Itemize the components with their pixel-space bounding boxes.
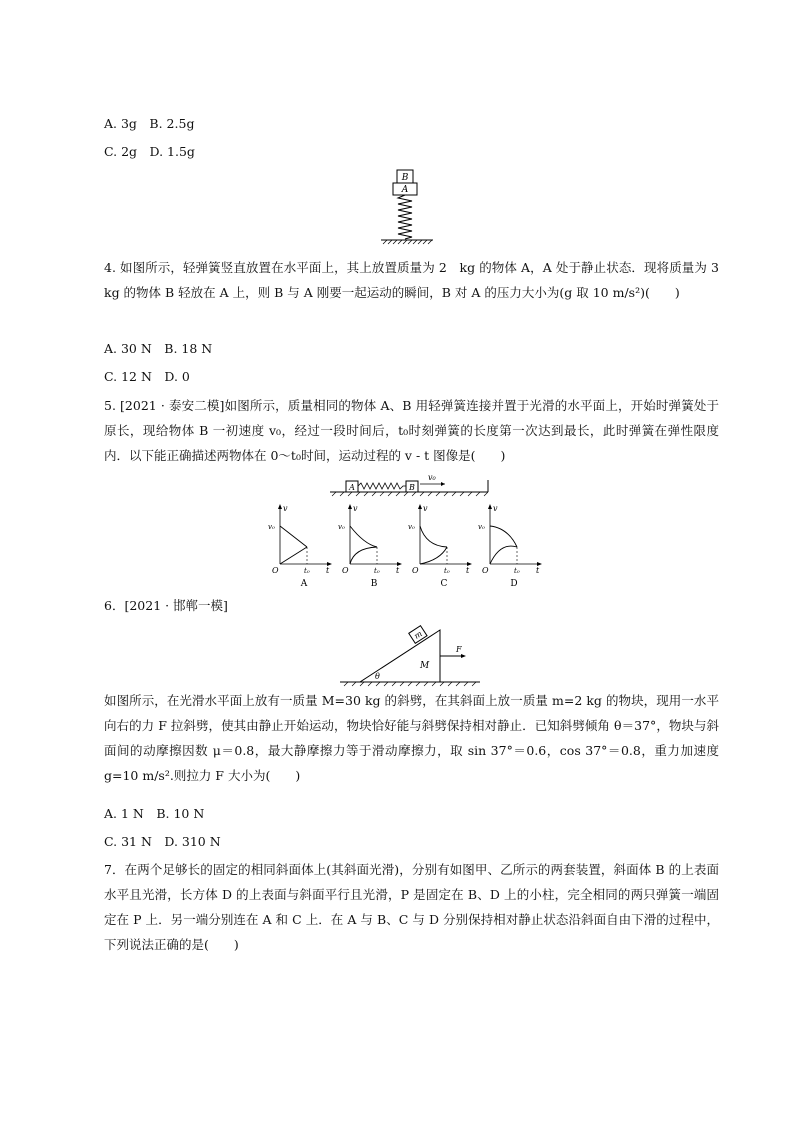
svg-text:v: v — [283, 504, 288, 513]
q5-spring — [358, 483, 406, 489]
svg-text:v₀: v₀ — [478, 523, 485, 531]
q4-text: 4. 如图所示，轻弹簧竖直放置在水平面上，其上放置质量为 2 kg 的物体 A，A 处于静止状态．现将质量为 3 kg 的物体 B 轻放在 A 上，则 B 与 A 刚要一起运动的瞬间，B 对 A 的压力大小为(g 取 10 m/s²)( ) — [104, 260, 732, 300]
svg-text:v₀: v₀ — [268, 523, 275, 531]
svg-text:O: O — [342, 566, 349, 575]
q6-theta-label: θ — [375, 672, 380, 681]
q4-option-row-2: C. 12 N D. 0 — [104, 369, 190, 384]
spring — [398, 195, 412, 239]
svg-text:O: O — [272, 566, 279, 575]
q5-block-b-label: B — [409, 483, 415, 492]
svg-text:t: t — [466, 566, 470, 575]
q6-option-row-2: C. 31 N D. 310 N — [104, 834, 221, 849]
block-b-label: B — [401, 173, 409, 183]
svg-text:v₀: v₀ — [338, 523, 345, 531]
q3-option-row-2: C. 2g D. 1.5g — [104, 144, 195, 159]
q6-header: 6．[2021 · 邯郸一模] — [104, 598, 228, 613]
block-a-label: A — [401, 185, 409, 195]
svg-text:O: O — [412, 566, 419, 575]
svg-text:O: O — [482, 566, 489, 575]
svg-text:t: t — [326, 566, 330, 575]
svg-text:D: D — [510, 579, 518, 586]
q6-option-row-1: A. 1 N B. 10 N — [104, 806, 205, 821]
vt-graph-a — [268, 504, 332, 586]
q5-figure — [260, 474, 560, 586]
q5-block-a-label: A — [349, 483, 355, 492]
svg-text:t₀: t₀ — [444, 567, 450, 575]
ground-hatch — [383, 240, 432, 244]
vt-graph-b — [338, 504, 402, 586]
svg-text:t: t — [396, 566, 400, 575]
q6-wedge — [360, 630, 440, 682]
q4-spring-figure — [375, 168, 445, 248]
svg-text:v: v — [493, 504, 498, 513]
q6-F-label: F — [456, 645, 462, 654]
svg-text:t₀: t₀ — [514, 567, 520, 575]
svg-text:t: t — [536, 566, 540, 575]
svg-text:t₀: t₀ — [304, 567, 310, 575]
q5-text: 5. [2021 · 泰安二模]如图所示，质量相同的物体 A、B 用轻弹簧连接并置于光滑的水平面上，开始时弹簧处于原长，现给物体 B 一初速度 v₀，经过一段时间后，t₀时刻弹簧的长度第一次达到最长，此时弹簧在弹性限度内．以下能正确描述两物体在 0～t₀时间，运动过程的 v - t 图像是( ) — [104, 398, 719, 463]
q6-text: 如图所示，在光滑水平面上放有一质量 M=30 kg 的斜劈，在其斜面上放一质量 m=2 kg 的物块，现用一水平向右的力 F 拉斜劈，使其由静止开始运动，物块恰好能与斜劈保持相对静止．已知斜劈倾角 θ＝37°，物块与斜面间的动摩擦因数 μ＝0.8，最大静摩擦力等于滑动摩擦力，取 sin 37°＝0.6，cos 37°＝0.8，重力加速度 g=10 m/s².则拉力 F 大小为( ) — [104, 693, 719, 783]
q5-v0-label: v₀ — [428, 474, 436, 482]
svg-text:v: v — [353, 504, 358, 513]
svg-text:v₀: v₀ — [408, 523, 415, 531]
svg-text:v: v — [423, 504, 428, 513]
vt-graph-c — [408, 504, 472, 586]
q6-M-label: M — [420, 661, 430, 671]
q6-wedge-figure — [340, 620, 490, 690]
q4-option-row-1: A. 30 N B. 18 N — [104, 341, 213, 356]
q7-text: 7．在两个足够长的固定的相同斜面体上(其斜面光滑)，分别有如图甲、乙所示的两套装置，斜面体 B 的上表面水平且光滑，长方体 D 的上表面与斜面平行且光滑，P 是固定在 B、D 上的小柱，完全相同的两只弹簧一端固定在 P 上．另一端分别连在 A 和 C 上．在 A 与 B、C 与 D 分别保持相对静止状态沿斜面自由下滑的过程中，下列说法正确的是( ) — [104, 862, 719, 952]
q3-option-row-1: A. 3g B. 2.5g — [104, 116, 195, 131]
svg-text:m: m — [412, 629, 424, 641]
svg-text:B: B — [370, 579, 378, 586]
svg-text:A: A — [300, 579, 308, 586]
vt-graph-d — [478, 504, 542, 586]
svg-text:t₀: t₀ — [374, 567, 380, 575]
svg-text:C: C — [440, 579, 448, 586]
